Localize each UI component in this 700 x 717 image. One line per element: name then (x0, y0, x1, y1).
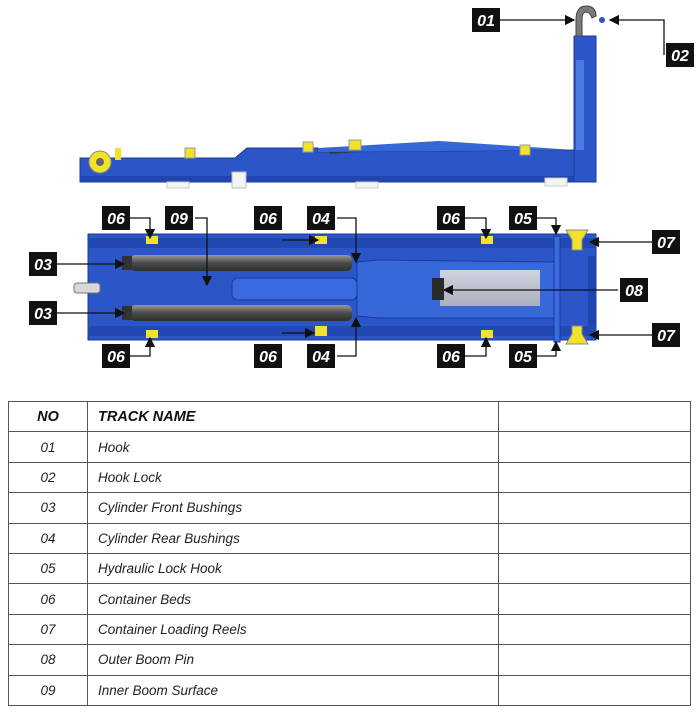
svg-text:04: 04 (312, 211, 330, 228)
row-extra (499, 645, 691, 675)
side-tab-1 (167, 182, 189, 188)
table-row (9, 462, 691, 492)
table-row (9, 645, 691, 675)
side-frame-lower-edge (80, 176, 575, 182)
header-track-name: TRACK NAME (88, 402, 499, 432)
row-no: 01 (9, 432, 88, 462)
top-view (74, 230, 596, 344)
row-no: 02 (9, 462, 88, 492)
row-extra (499, 553, 691, 583)
rear-end-bar (588, 256, 596, 326)
side-roller-hub (96, 158, 104, 166)
front-pivot (74, 283, 100, 293)
side-view (80, 6, 605, 188)
svg-text:05: 05 (514, 349, 532, 366)
row-extra (499, 675, 691, 705)
callout-07-top (652, 230, 680, 254)
row-name: Hydraulic Lock Hook (88, 553, 499, 583)
svg-text:01: 01 (477, 13, 495, 30)
row-name: Inner Boom Surface (88, 675, 499, 705)
row-extra (499, 493, 691, 523)
front-bushing-upper (122, 256, 132, 270)
side-arm-highlight (576, 60, 584, 150)
row-no: 08 (9, 645, 88, 675)
svg-text:09: 09 (170, 211, 188, 228)
table-row (9, 553, 691, 583)
outer-boom-pin (432, 278, 444, 300)
callout-06-top-left (102, 206, 130, 230)
top-rail-lower (88, 326, 596, 336)
svg-text:03: 03 (34, 257, 52, 274)
outer-boom-light (440, 270, 540, 306)
callout-09 (165, 206, 193, 230)
bed-bot-mid (315, 326, 327, 336)
row-no: 07 (9, 614, 88, 644)
svg-text:02: 02 (671, 48, 689, 65)
row-no: 05 (9, 553, 88, 583)
svg-text:06: 06 (107, 211, 125, 228)
row-extra (499, 614, 691, 644)
svg-text:06: 06 (259, 211, 277, 228)
lock-hook-bar (554, 236, 560, 342)
table-row (9, 584, 691, 614)
row-name: Cylinder Rear Bushings (88, 523, 499, 553)
table-row (9, 432, 691, 462)
hook-shape (576, 6, 596, 36)
svg-text:04: 04 (312, 349, 330, 366)
header-extra (499, 402, 691, 432)
side-front-plate (115, 148, 121, 160)
callout-02 (666, 43, 694, 67)
callout-06-bottom-right (437, 344, 465, 368)
cylinder-upper (130, 255, 352, 271)
side-tab-4 (545, 178, 567, 186)
cylinder-lower (130, 305, 352, 321)
table-row (9, 523, 691, 553)
row-name: Cylinder Front Bushings (88, 493, 499, 523)
callout-06-top-right (437, 206, 465, 230)
callout-06-bottom-mid (254, 344, 282, 368)
svg-text:06: 06 (442, 211, 460, 228)
callout-07-bottom (652, 323, 680, 347)
table-row (9, 675, 691, 705)
callout-08 (620, 278, 648, 302)
bed-bot-left (146, 330, 158, 338)
callout-05-top (509, 206, 537, 230)
svg-text:06: 06 (259, 349, 277, 366)
row-name: Outer Boom Pin (88, 645, 499, 675)
callout-05-bottom (509, 344, 537, 368)
row-no: 06 (9, 584, 88, 614)
hook-lock-dot (599, 17, 605, 23)
row-no: 04 (9, 523, 88, 553)
row-no: 09 (9, 675, 88, 705)
callout-06-top-mid (254, 206, 282, 230)
side-bed-4 (520, 145, 530, 155)
inner-boom (232, 278, 357, 300)
top-rail-upper (88, 238, 596, 248)
row-name: Hook (88, 432, 499, 462)
callout-01 (472, 8, 500, 32)
side-tab-2 (232, 172, 246, 188)
table-row (9, 493, 691, 523)
row-name: Container Loading Reels (88, 614, 499, 644)
svg-text:07: 07 (657, 328, 675, 345)
row-no: 03 (9, 493, 88, 523)
svg-text:06: 06 (107, 349, 125, 366)
side-tab-3 (356, 182, 378, 188)
callout-03-top (29, 252, 57, 276)
callout-04-bottom (307, 344, 335, 368)
svg-text:03: 03 (34, 306, 52, 323)
header-no: NO (9, 402, 88, 432)
side-bed-1 (185, 148, 195, 158)
svg-text:05: 05 (514, 211, 532, 228)
table-header-row (9, 402, 691, 432)
bed-bot-right (481, 330, 493, 338)
row-name: Container Beds (88, 584, 499, 614)
row-name: Hook Lock (88, 462, 499, 492)
bed-top-right (481, 236, 493, 244)
row-extra (499, 584, 691, 614)
row-extra (499, 523, 691, 553)
track-table (8, 401, 691, 706)
svg-text:08: 08 (625, 283, 643, 300)
table-row (9, 614, 691, 644)
callout-06-bottom-left (102, 344, 130, 368)
svg-text:07: 07 (657, 235, 675, 252)
side-bed-2 (303, 142, 313, 152)
svg-text:06: 06 (442, 349, 460, 366)
side-bed-3 (349, 140, 361, 150)
callout-03-bottom (29, 301, 57, 325)
bed-top-left (146, 236, 158, 244)
row-extra (499, 432, 691, 462)
callout-04-top (307, 206, 335, 230)
row-extra (499, 462, 691, 492)
